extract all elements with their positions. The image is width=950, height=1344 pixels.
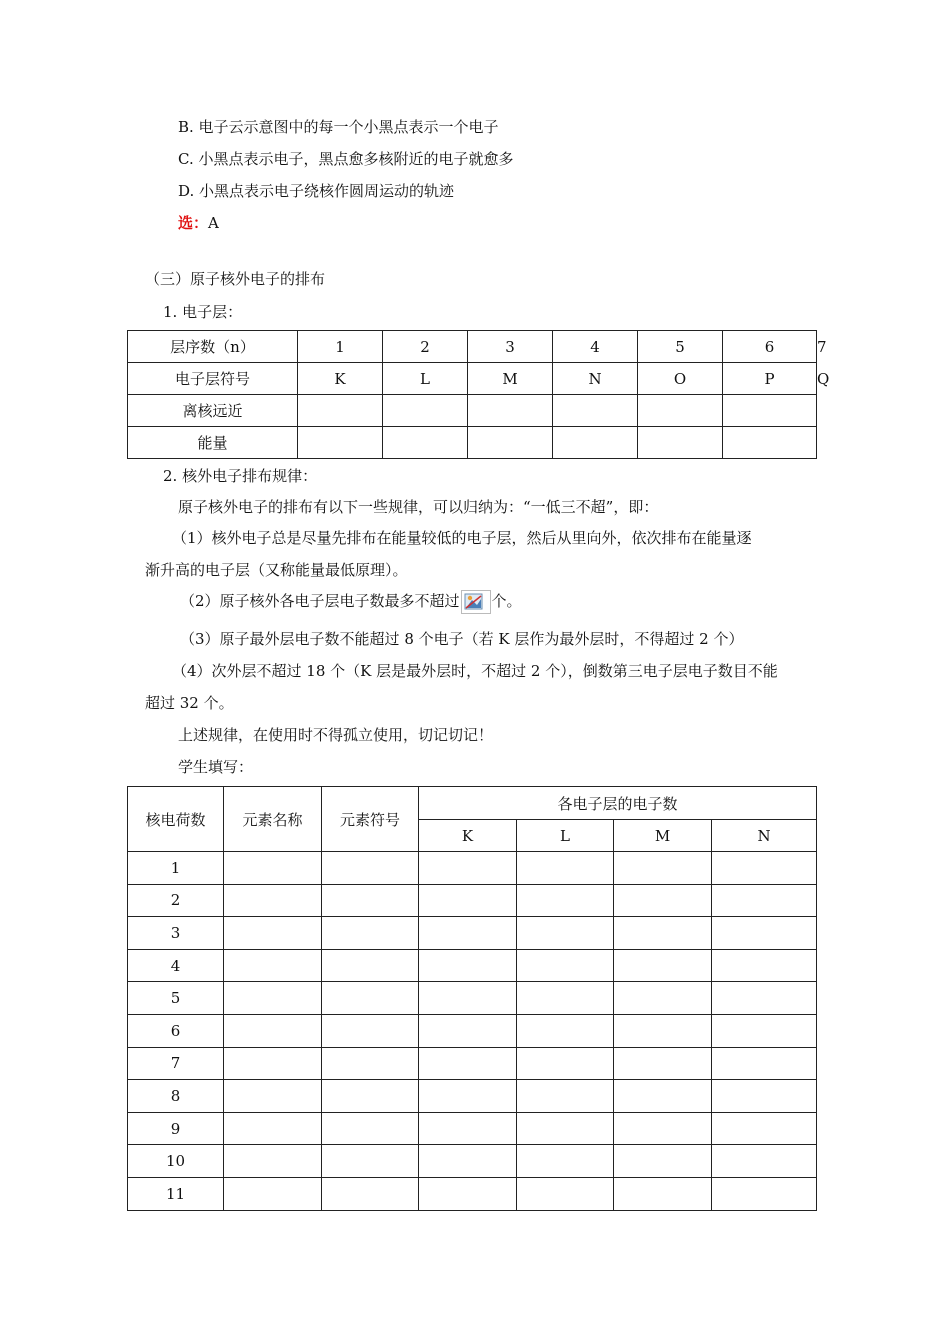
table-row: [128, 1145, 817, 1178]
layer-cell: [638, 395, 723, 427]
fill-cell[interactable]: [517, 1112, 614, 1145]
fill-cell[interactable]: [322, 1014, 419, 1047]
table-row: [128, 852, 817, 885]
item-2-heading: 2. 核外电子排布规律：: [163, 467, 318, 485]
fill-cell[interactable]: [517, 1145, 614, 1178]
fill-cell[interactable]: [712, 1177, 817, 1210]
rule-4-line1: （4）次外层不超过 18 个（K 层是最外层时，不超过 2 个），倒数第三电子层电子数目不能: [172, 662, 778, 680]
layer-cell: [638, 427, 723, 459]
fill-cell[interactable]: [517, 949, 614, 982]
fill-cell[interactable]: [419, 1177, 517, 1210]
fill-cell[interactable]: [614, 1177, 712, 1210]
charge-number-cell: 4: [128, 949, 224, 982]
fill-cell[interactable]: [614, 982, 712, 1015]
layer-cell: 1: [298, 331, 383, 363]
fill-cell[interactable]: [322, 1080, 419, 1113]
charge-number-cell: 5: [128, 982, 224, 1015]
fill-cell[interactable]: [712, 1014, 817, 1047]
fill-cell[interactable]: [712, 949, 817, 982]
rule-4-line2: 超过 32 个。: [145, 694, 234, 712]
fill-cell[interactable]: [419, 949, 517, 982]
rule-3: （3）原子最外层电子数不能超过 8 个电子（若 K 层作为最外层时，不得超过 2 个）: [180, 630, 744, 648]
layer-row-header: 离核远近: [128, 395, 298, 427]
layer-row-header: 电子层符号: [128, 363, 298, 395]
fill-cell[interactable]: [419, 852, 517, 885]
fill-cell[interactable]: [614, 852, 712, 885]
fill-cell[interactable]: [419, 1112, 517, 1145]
layer-cell: K: [298, 363, 383, 395]
fill-cell[interactable]: [322, 917, 419, 950]
fill-cell[interactable]: [517, 884, 614, 917]
header-charge: 核电荷数: [128, 787, 224, 852]
layer-cell: 6: [723, 331, 817, 363]
header-element-symbol: 元素符号: [322, 787, 419, 852]
fill-cell[interactable]: [517, 917, 614, 950]
table-row: [128, 949, 817, 982]
layer-row-header: 能量: [128, 427, 298, 459]
fill-cell[interactable]: [419, 1047, 517, 1080]
fill-cell[interactable]: [224, 852, 322, 885]
fill-cell[interactable]: [614, 1014, 712, 1047]
fill-cell[interactable]: [614, 1080, 712, 1113]
answer-line: [178, 212, 219, 233]
fill-cell[interactable]: [614, 949, 712, 982]
fill-cell[interactable]: [322, 1047, 419, 1080]
fill-cell[interactable]: [712, 1080, 817, 1113]
layer-table-row: [128, 395, 817, 427]
fill-cell[interactable]: [224, 1047, 322, 1080]
fill-cell[interactable]: [224, 1014, 322, 1047]
charge-number-cell: 11: [128, 1177, 224, 1210]
layer-cell: L: [383, 363, 468, 395]
table-row: [128, 1112, 817, 1145]
layer-table-row: [128, 427, 817, 459]
option-b: B. 电子云示意图中的每一个小黑点表示一个电子: [178, 118, 499, 136]
table-row: [128, 982, 817, 1015]
fill-cell[interactable]: [322, 982, 419, 1015]
fill-cell[interactable]: [614, 1145, 712, 1178]
fill-cell[interactable]: [224, 1177, 322, 1210]
charge-number-cell: 8: [128, 1080, 224, 1113]
fill-cell[interactable]: [712, 1145, 817, 1178]
charge-number-cell: 1: [128, 852, 224, 885]
fill-cell[interactable]: [419, 982, 517, 1015]
layer-table-row: 电子层符号 K L M N O P Q: [128, 363, 817, 395]
rule-2-text: （2）原子核外各电子层电子数最多不超过: [180, 592, 460, 610]
layer-cell: [298, 427, 383, 459]
fill-cell[interactable]: [224, 1080, 322, 1113]
layer-cell: [383, 427, 468, 459]
header-shell-l: L: [517, 820, 614, 852]
layer-row-header: 层序数（n）: [128, 331, 298, 363]
layer-cell: P: [723, 363, 817, 395]
answer-value: A: [208, 214, 219, 232]
fill-cell[interactable]: [712, 1047, 817, 1080]
fill-cell[interactable]: [322, 1177, 419, 1210]
fill-cell[interactable]: [419, 917, 517, 950]
table-row: [128, 1014, 817, 1047]
charge-number-cell: 2: [128, 884, 224, 917]
fill-cell[interactable]: [224, 1112, 322, 1145]
layer-cell: [383, 395, 468, 427]
fill-cell[interactable]: [614, 917, 712, 950]
layer-cell: 2: [383, 331, 468, 363]
fill-cell[interactable]: [614, 884, 712, 917]
fill-cell[interactable]: [224, 917, 322, 950]
layer-cell: [553, 427, 638, 459]
layer-cell: O: [638, 363, 723, 395]
fill-cell[interactable]: [419, 1080, 517, 1113]
layer-cell: [298, 395, 383, 427]
header-shell-n: N: [712, 820, 817, 852]
answer-label: 选：: [178, 214, 209, 232]
fill-cell[interactable]: [712, 982, 817, 1015]
fill-cell[interactable]: [517, 1047, 614, 1080]
charge-number-cell: 10: [128, 1145, 224, 1178]
layer-cell: [723, 395, 817, 427]
fill-cell[interactable]: [224, 949, 322, 982]
table-row: [128, 1177, 817, 1210]
fill-cell[interactable]: [712, 1112, 817, 1145]
rule-1-line2: 渐升高的电子层（又称能量最低原理）。: [145, 561, 408, 579]
header-shells: 各电子层的电子数: [419, 787, 817, 820]
fill-cell[interactable]: [322, 949, 419, 982]
formula-image-icon: [461, 590, 491, 614]
layer-table: [127, 330, 830, 459]
layer-cell: 3: [468, 331, 553, 363]
fill-cell[interactable]: [614, 1112, 712, 1145]
fill-table: [127, 786, 817, 1211]
fill-cell[interactable]: [322, 1112, 419, 1145]
item-1-heading: 1. 电子层：: [163, 303, 243, 321]
fill-cell[interactable]: [614, 1047, 712, 1080]
fill-cell[interactable]: [419, 884, 517, 917]
section-title: （三）原子核外电子的排布: [145, 270, 326, 288]
table-row: [128, 884, 817, 917]
fill-cell[interactable]: [224, 884, 322, 917]
layer-cell: [468, 395, 553, 427]
table-row: [128, 917, 817, 950]
layer-cell: [468, 427, 553, 459]
layer-cell: 4: [553, 331, 638, 363]
layer-cell: [553, 395, 638, 427]
fill-cell[interactable]: [517, 852, 614, 885]
fill-cell[interactable]: [517, 1080, 614, 1113]
layer-cell: N: [553, 363, 638, 395]
header-element-name: 元素名称: [224, 787, 322, 852]
table-row: [128, 1047, 817, 1080]
table-row: [128, 1080, 817, 1113]
fill-cell[interactable]: [322, 1145, 419, 1178]
charge-number-cell: 6: [128, 1014, 224, 1047]
layer-table-row: 层序数（n） 1 2 3 4 5 6 7: [128, 331, 817, 363]
charge-number-cell: 9: [128, 1112, 224, 1145]
option-d: D. 小黑点表示电子绕核作圆周运动的轨迹: [178, 182, 455, 200]
layer-cell: [723, 427, 817, 459]
charge-number-cell: 7: [128, 1047, 224, 1080]
fill-cell[interactable]: [712, 852, 817, 885]
fill-cell[interactable]: [712, 884, 817, 917]
rule-2-suffix: 个。: [491, 592, 522, 610]
fill-cell[interactable]: [712, 917, 817, 950]
fill-cell[interactable]: [224, 1145, 322, 1178]
rules-warning: 上述规律，在使用时不得孤立使用，切记切记！: [178, 726, 494, 744]
rules-intro: 原子核外电子的排布有以下一些规律，可以归纳为：“一低三不超”，即：: [178, 498, 659, 516]
fill-cell[interactable]: [517, 982, 614, 1015]
student-fill-label: 学生填写：: [178, 758, 254, 776]
option-c: C. 小黑点表示电子，黑点愈多核附近的电子就愈多: [178, 150, 514, 168]
header-shell-m: M: [614, 820, 712, 852]
rule-1-line1: （1）核外电子总是尽量先排布在能量较低的电子层，然后从里向外，依次排布在能量逐: [172, 529, 752, 547]
fill-cell[interactable]: [419, 1014, 517, 1047]
rule-2: [180, 590, 522, 614]
fill-cell[interactable]: [322, 852, 419, 885]
fill-cell[interactable]: [517, 1014, 614, 1047]
fill-cell[interactable]: [322, 884, 419, 917]
layer-cell: 5: [638, 331, 723, 363]
fill-cell[interactable]: [419, 1145, 517, 1178]
charge-number-cell: 3: [128, 917, 224, 950]
fill-cell[interactable]: [517, 1177, 614, 1210]
layer-cell: M: [468, 363, 553, 395]
fill-cell[interactable]: [224, 982, 322, 1015]
header-shell-k: K: [419, 820, 517, 852]
